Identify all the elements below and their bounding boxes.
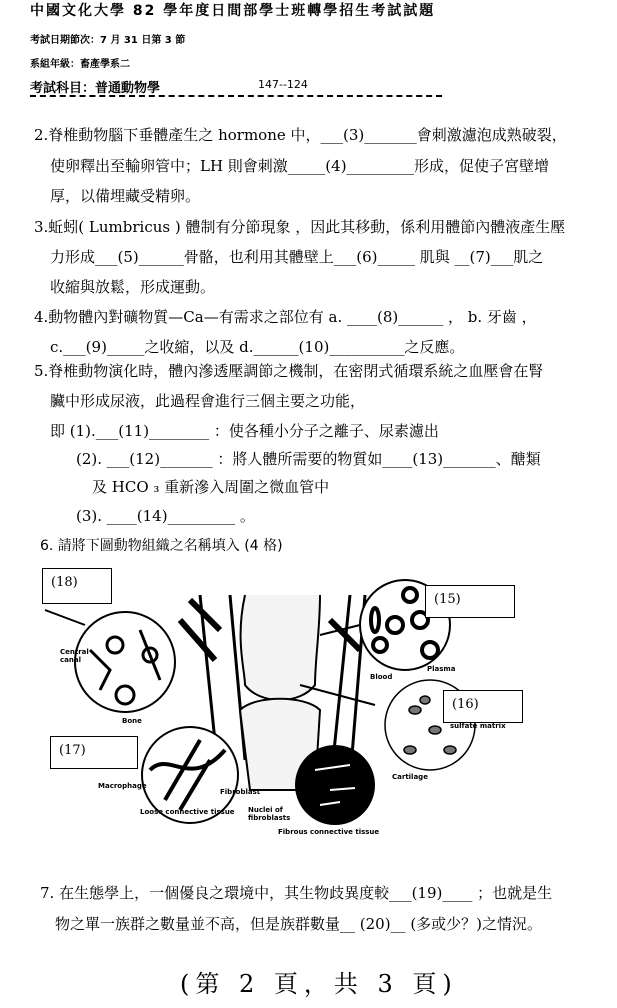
q2-line-2: 使卵釋出至輸卵管中；LH 則會刺激_____(4)_________形成，促使子宮壁增	[50, 157, 550, 175]
label-fibroblast: Fibroblast	[220, 788, 261, 796]
label-blood: Blood	[370, 673, 393, 681]
exam-time: 考試日期節次：7 月 31 日第 3 節	[30, 35, 186, 46]
q5-line-4: (2). ___(12)_______ ：將人體所需要的物質如____(13)_______、醣類	[76, 450, 541, 468]
exam-code: 147--124	[258, 78, 308, 91]
page-footer: (第 2 頁，共 3 頁)	[180, 970, 458, 998]
q7-line-1: 7. 在生態學上，一個優良之環境中，其生物歧異度較___(19)____ ；也就是生	[40, 884, 553, 902]
q4-line-1: 4.動物體內對礦物質—Ca—有需求之部位有 a. ____(8)______ ， b. 牙齒 ，	[34, 308, 537, 326]
label-loose-connective-tissue: Loose connective tissue	[140, 808, 235, 816]
q5-line-5: 及 HCO ₃ 重新滲入周圍之微血管中	[92, 478, 330, 496]
q5-line-2: 臟中形成尿液，此過程會進行三個主要之功能，	[50, 392, 366, 410]
answer-box-18[interactable]: (18)	[42, 568, 112, 604]
q2-line-3: 厚，以備埋藏受精卵。	[50, 187, 201, 205]
tissue-figure	[30, 560, 590, 850]
label-macrophage: Macrophage	[98, 782, 147, 790]
answer-box-17[interactable]: (17)	[50, 736, 138, 769]
q2-line-1: 2.脊椎動物腦下垂體產生之 hormone 中，___(3)_______會刺激濾泡成熟破裂，	[34, 126, 567, 144]
department: 系組年級：畜產學系二	[30, 59, 130, 70]
header-divider	[30, 95, 442, 97]
q3-line-3: 收縮與放鬆，形成運動。	[50, 278, 216, 296]
q3-line-1: 3.蚯蚓( Lumbricus ) 體制有分節現象 ，因此其移動，係利用體節內體液產生壓	[34, 218, 566, 236]
q5-line-6: (3). ____(14)_________ 。	[76, 507, 255, 525]
answer-box-15[interactable]: (15)	[425, 585, 515, 618]
q6-prompt: 6. 請將下圖動物組織之名稱填入 (4 格)	[40, 538, 283, 554]
q5-line-1: 5.脊椎動物演化時，體內滲透壓調節之機制，在密閉式循環系統之血壓會在腎	[34, 362, 544, 380]
subject: 考試科目：普通動物學	[30, 81, 161, 96]
label-fibrous-connective-tissue: Fibrous connective tissue	[278, 828, 380, 836]
label-cartilage: Cartilage	[392, 773, 428, 781]
label-sulfate-matrix: sulfate matrix	[450, 722, 506, 730]
q5-line-3: 即 (1).___(11)________ ：使各種小分子之離子、尿素濾出	[50, 422, 439, 440]
q7-line-2: 物之單一族群之數量並不高，但是族群數量__ (20)__ (多或少？)之情況。	[55, 915, 543, 933]
label-bone: Bone	[122, 717, 142, 725]
answer-box-16[interactable]: (16)	[443, 690, 523, 723]
label-central-canal: Central canal	[60, 648, 89, 664]
label-plasma: Plasma	[427, 665, 456, 673]
label-nuclei-of-fibroblasts: Nuclei of fibroblasts	[248, 806, 291, 822]
q4-line-2: c.___(9)_____之收縮，以及 d.______(10)__________之反應。	[50, 338, 465, 356]
exam-title: 中國文化大學 82 學年度日間部學士班轉學招生考試試題	[30, 3, 436, 19]
q3-line-2: 力形成___(5)______骨骼，也利用其體壁上___(6)_____ 肌與 __(7)___肌之	[50, 248, 544, 266]
